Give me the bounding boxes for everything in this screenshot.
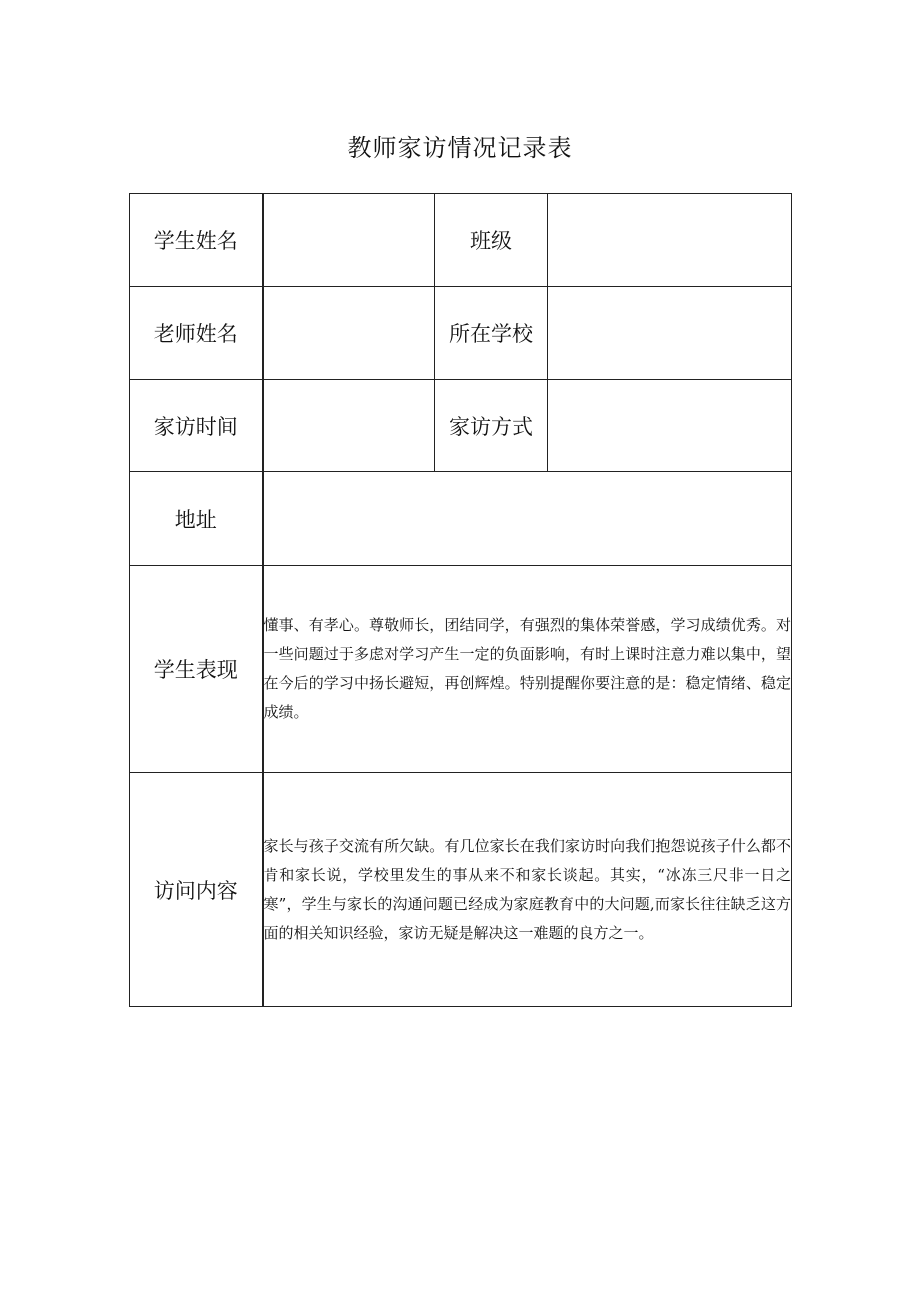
school-field[interactable] (548, 287, 792, 380)
row-visit-content (130, 773, 792, 1007)
row-visit-time-method (130, 380, 792, 472)
class-field[interactable] (548, 194, 792, 287)
student-name-label: 学生姓名 (130, 194, 263, 287)
student-performance-text: 懂事、有孝心。尊敬师长，团结同学，有强烈的集体荣誉感，学习成绩优秀。对一些问题过于多虑对学习产生一定的负面影响，有时上课时注意力难以集中，望在今后的学习中扬长避短，再创辉煌。特别提醒你要注意的是：稳定情绪、稳定成绩。 (263, 616, 791, 721)
teacher-name-field[interactable] (263, 287, 435, 380)
page-title: 教师家访情况记录表 (347, 134, 573, 162)
student-name-field[interactable] (263, 194, 435, 287)
visit-method-field[interactable] (548, 380, 792, 472)
school-label: 所在学校 (435, 287, 548, 380)
row-student-class (130, 194, 792, 287)
visit-content-cell[interactable] (263, 773, 792, 1007)
home-visit-record-table (129, 193, 792, 1007)
visit-content-label: 访问内容 (130, 773, 263, 1007)
visit-time-label: 家访时间 (130, 380, 263, 472)
row-teacher-school (130, 287, 792, 380)
visit-content-text: 家长与孩子交流有所欠缺。有几位家长在我们家访时向我们抱怨说孩子什么都不肯和家长说，学校里发生的事从来不和家长谈起。其实，“冰冻三尺非一日之寒”，学生与家长的沟通问题已经成为家庭教育中的大问题,而家长往往缺乏这方面的相关知识经验，家访无疑是解决这一难题的良方之一。 (263, 836, 791, 942)
visit-time-field[interactable] (263, 380, 435, 472)
teacher-name-label: 老师姓名 (130, 287, 263, 380)
row-student-performance (130, 566, 792, 773)
address-field[interactable] (263, 472, 792, 566)
visit-method-label: 家访方式 (435, 380, 548, 472)
student-performance-cell[interactable] (263, 566, 792, 773)
address-label: 地址 (130, 472, 263, 566)
row-address (130, 472, 792, 566)
class-label: 班级 (435, 194, 548, 287)
student-performance-label: 学生表现 (130, 566, 263, 773)
